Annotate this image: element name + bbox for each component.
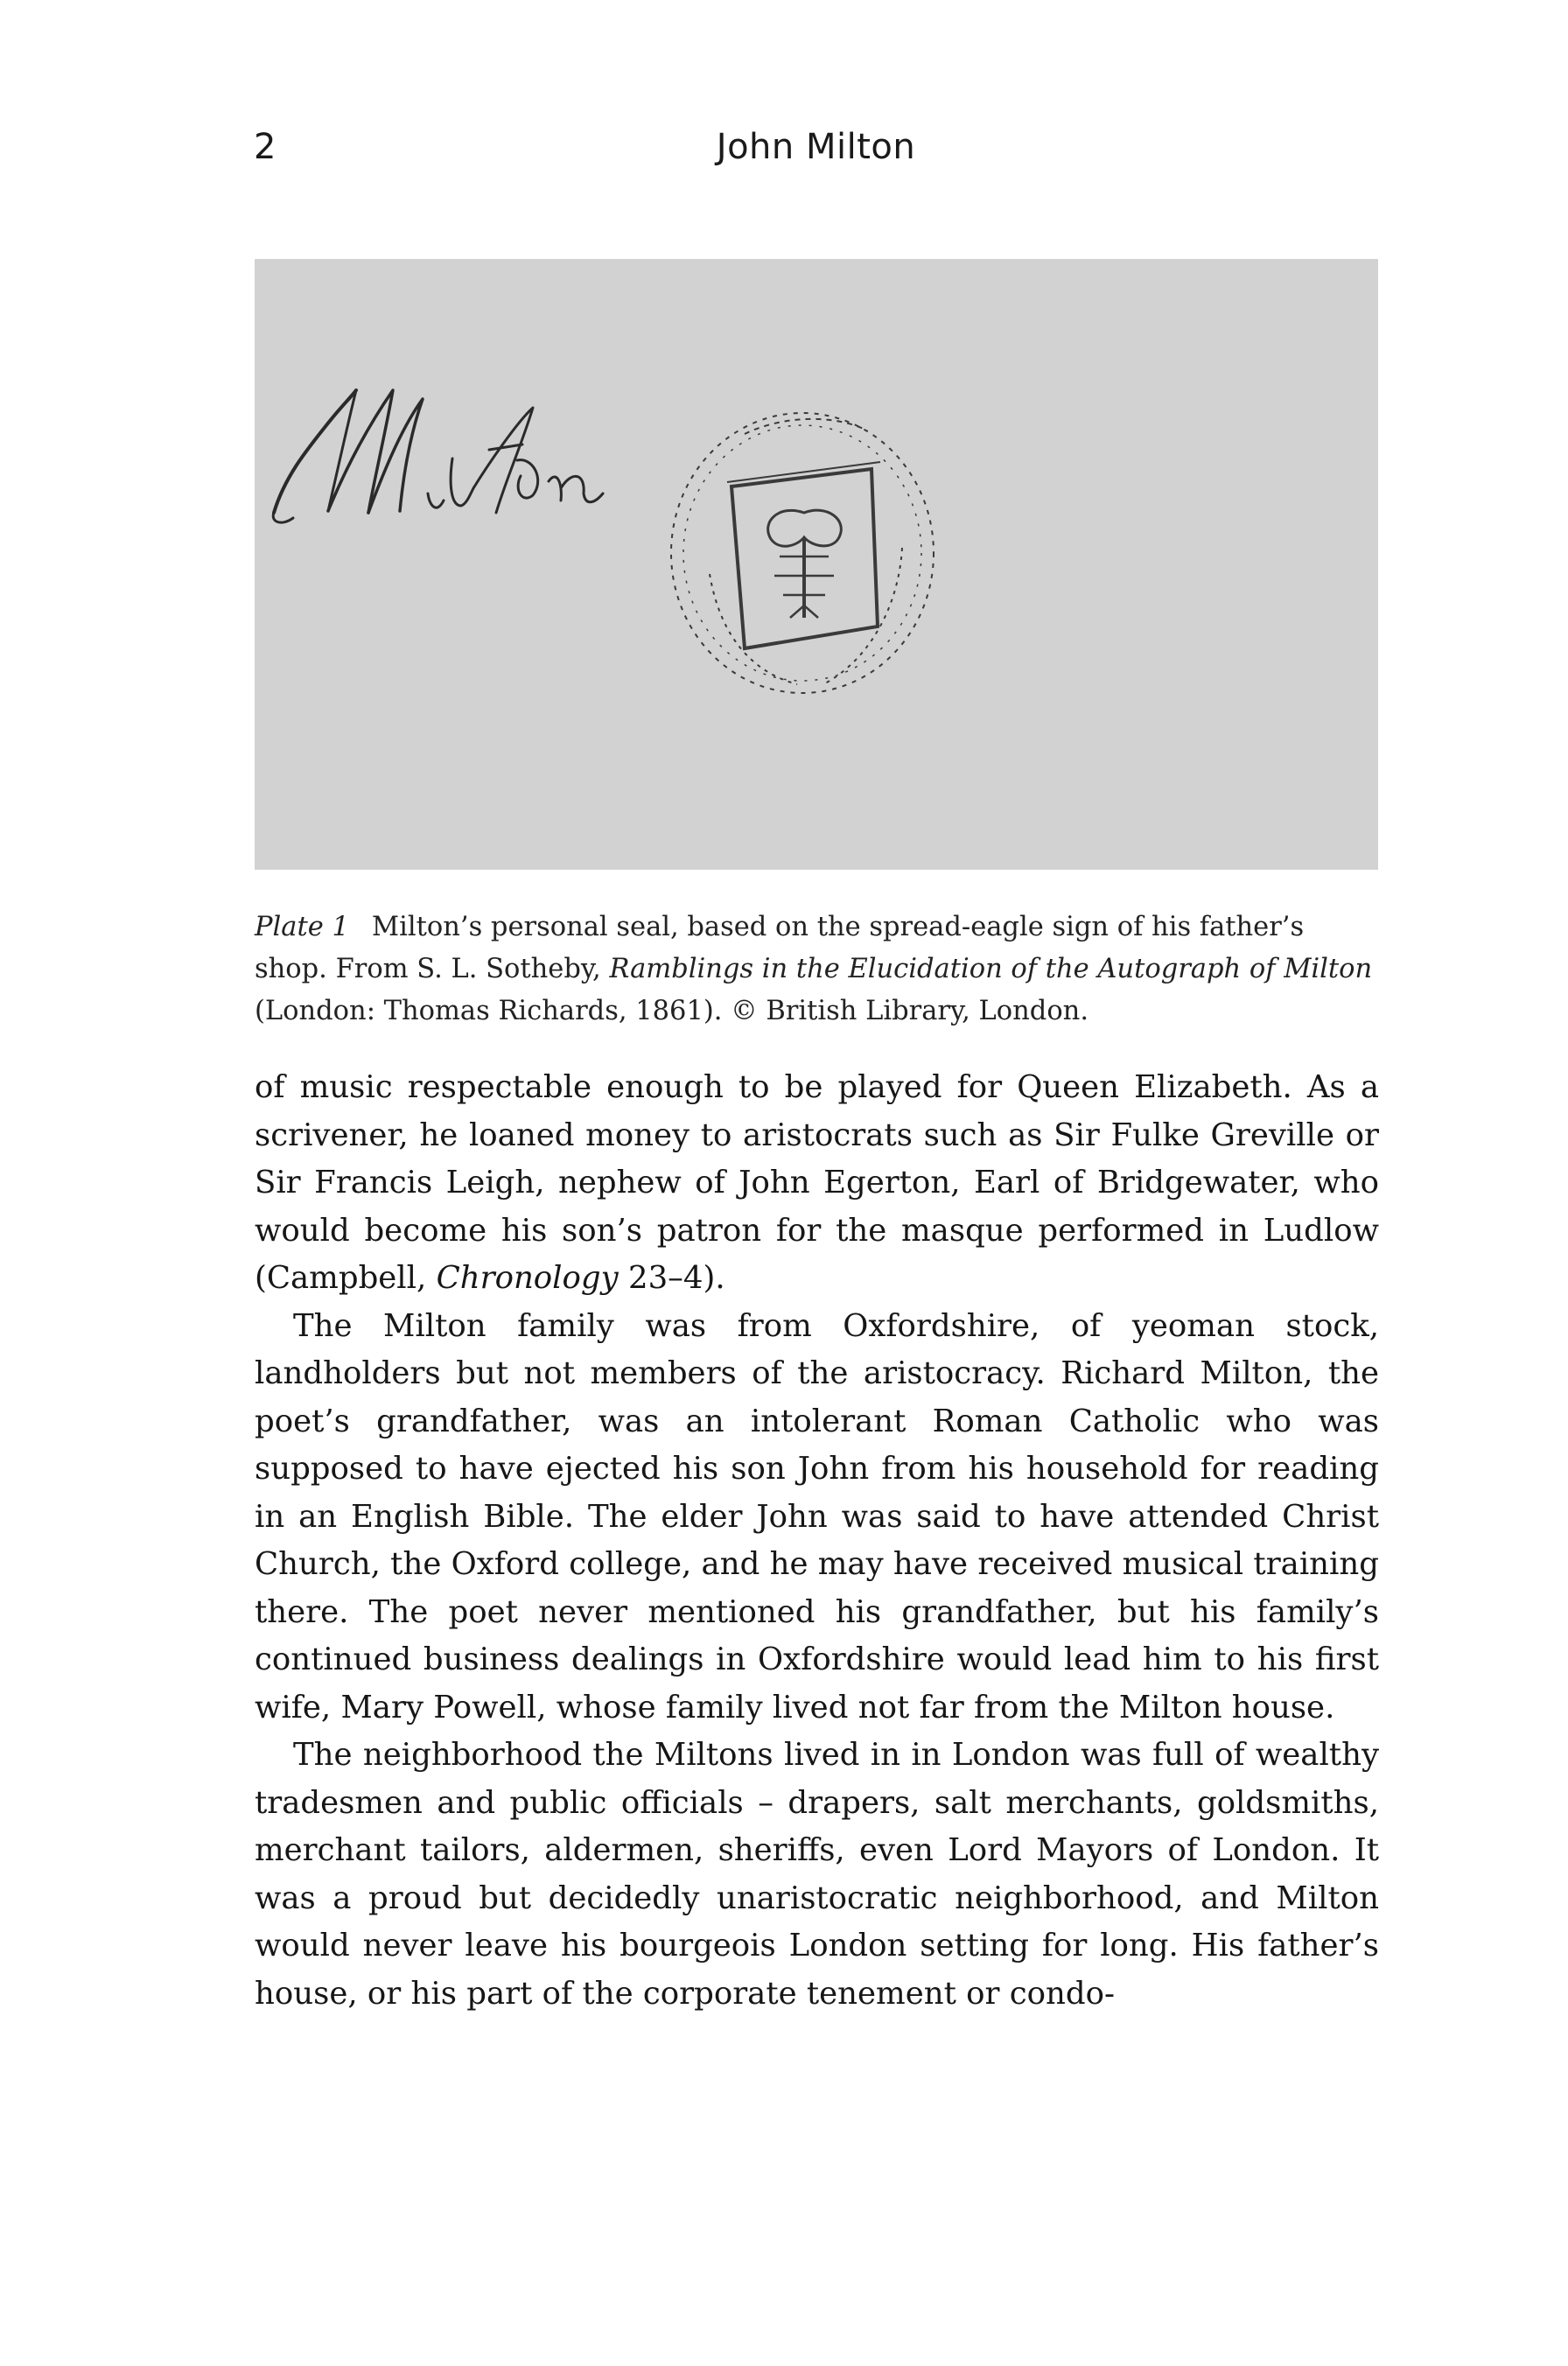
paragraph-1-citation-title: Chronology: [436, 1260, 619, 1296]
paragraph-1-citation-pages: 23–4).: [618, 1260, 725, 1296]
page-number: 2: [254, 127, 276, 167]
caption-publication: (London: Thomas Richards, 1861). © British Library, London.: [255, 996, 1089, 1026]
paragraph-3: The neighborhood the Miltons lived in in London was full of wealthy tradesmen and public officials – drapers, salt merchants, goldsmiths, merchant tailors, aldermen, sheriffs, even Lord Mayors of London. It was a proud but decidedly unaristocratic neighborhood, and Milton would never leave his bourgeois London setting for long. His father’s house, or his part of the corporate tenement or condo-: [255, 1737, 1379, 2012]
plate-caption: [255, 906, 1379, 1032]
running-title: John Milton: [716, 127, 916, 167]
paragraph-2: The Milton family was from Oxfordshire, of yeoman stock, landholders but not members of the aristocracy. Richard Milton, the poet’s grandfather, was an intolerant Roman Catholic who was supposed to have ejected his son John from his household for reading in an English Bible. The elder John was said to have attended Christ Church, the Oxford college, and he may have received musical training there. The poet never mentioned his grandfather, but his family’s continued business dealings in Oxfordshire would lead him to his first wife, Mary Powell, whose family lived not far from the Milton house.: [255, 1307, 1379, 1726]
plate-image: [255, 259, 1378, 870]
paragraph-1: [255, 1064, 1379, 1303]
running-head: [254, 121, 1378, 173]
body-text: [255, 1064, 1379, 2018]
paragraph-1-text: of music respectable enough to be played for Queen Elizabeth. As a scrivener, he loaned money to aristocrats such as Sir Fulke Greville or Sir Francis Leigh, nephew of John Egerton, Earl of Bridgewater, who would become his son’s patron for the masque performed in Ludlow (Campbell,: [255, 1069, 1379, 1296]
caption-book-title: Ramblings in the Elucidation of the Autograph of Milton: [609, 954, 1373, 984]
caption-text: Milton’s personal seal, based on the spread-eagle sign of his father’s shop. From S. L. Sotheby,: [255, 912, 1305, 984]
wax-seal: [671, 413, 934, 693]
signature-milton: [273, 390, 603, 522]
plate-label: Plate 1: [255, 912, 349, 942]
signature-and-seal-illustration: [255, 259, 1378, 870]
